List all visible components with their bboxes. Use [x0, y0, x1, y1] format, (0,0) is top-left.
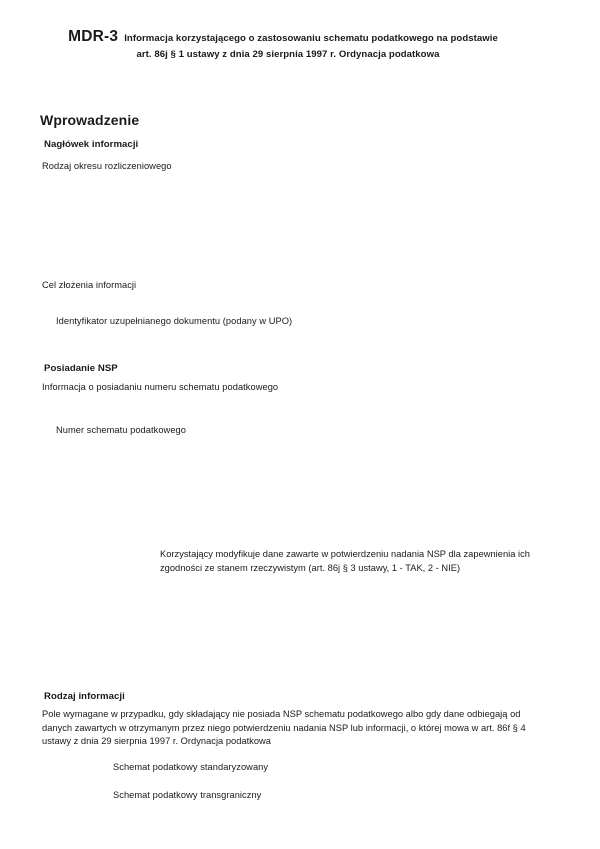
document-title-block: [38, 28, 528, 63]
description-line-2: danych zawartych w otrzymanym przez niego potwierdzeniu nadania NSP lub informacji, o której mowa w art. 86f § 4: [42, 722, 526, 733]
description-line-1: Pole wymagane w przypadku, gdy składający nie posiada NSP schematu podatkowego albo gdy dane odbiegają od: [42, 709, 521, 719]
field-label-cel-zlozenia-informacji: Cel złożenia informacji: [42, 280, 137, 290]
note-line-2: zgodności ze stanem rzeczywistym (art. 86j § 3 ustawy, 1 - TAK, 2 - NIE): [160, 562, 461, 573]
document-title: Informacja korzystającego o zastosowaniu schematu podatkowego na podstawie: [124, 33, 498, 44]
field-label-schemat-podatkowy-standaryzowany: Schemat podatkowy standaryzowany: [113, 762, 269, 772]
note-modyfikacja-danych-nsp: [160, 548, 562, 575]
field-label-rodzaj-okresu-rozliczeniowego: Rodzaj okresu rozliczeniowego: [42, 161, 172, 171]
description-line-3: ustawy z dnia 29 sierpnia 1997 r. Ordynacja podatkowa: [42, 736, 271, 746]
form-code: MDR-3: [68, 28, 119, 45]
document-title-continued: art. 86j § 1 ustawy z dnia 29 sierpnia 1997 r. Ordynacja podatkowa: [136, 49, 440, 60]
section-heading-wprowadzenie: Wprowadzenie: [40, 112, 140, 128]
field-label-schemat-podatkowy-transgraniczny: Schemat podatkowy transgraniczny: [113, 790, 262, 800]
field-label-identyfikator-uzupelnianego-dokumentu: Identyfikator uzupełnianego dokumentu (podany w UPO): [56, 316, 293, 326]
note-line-1: Korzystający modyfikuje dane zawarte w potwierdzeniu nadania NSP dla zapewnienia ich: [160, 549, 530, 559]
subsection-rodzaj-informacji: Rodzaj informacji: [44, 691, 125, 702]
title-first-line: [38, 28, 528, 47]
field-label-informacja-o-posiadaniu-nsp: Informacja o posiadaniu numeru schematu podatkowego: [42, 382, 279, 392]
field-label-numer-schematu-podatkowego: Numer schematu podatkowego: [56, 425, 186, 435]
subsection-naglowek-informacji: Nagłówek informacji: [44, 139, 139, 150]
subsection-posiadanie-nsp: Posiadanie NSP: [44, 363, 118, 374]
description-rodzaj-informacji: [42, 708, 564, 749]
